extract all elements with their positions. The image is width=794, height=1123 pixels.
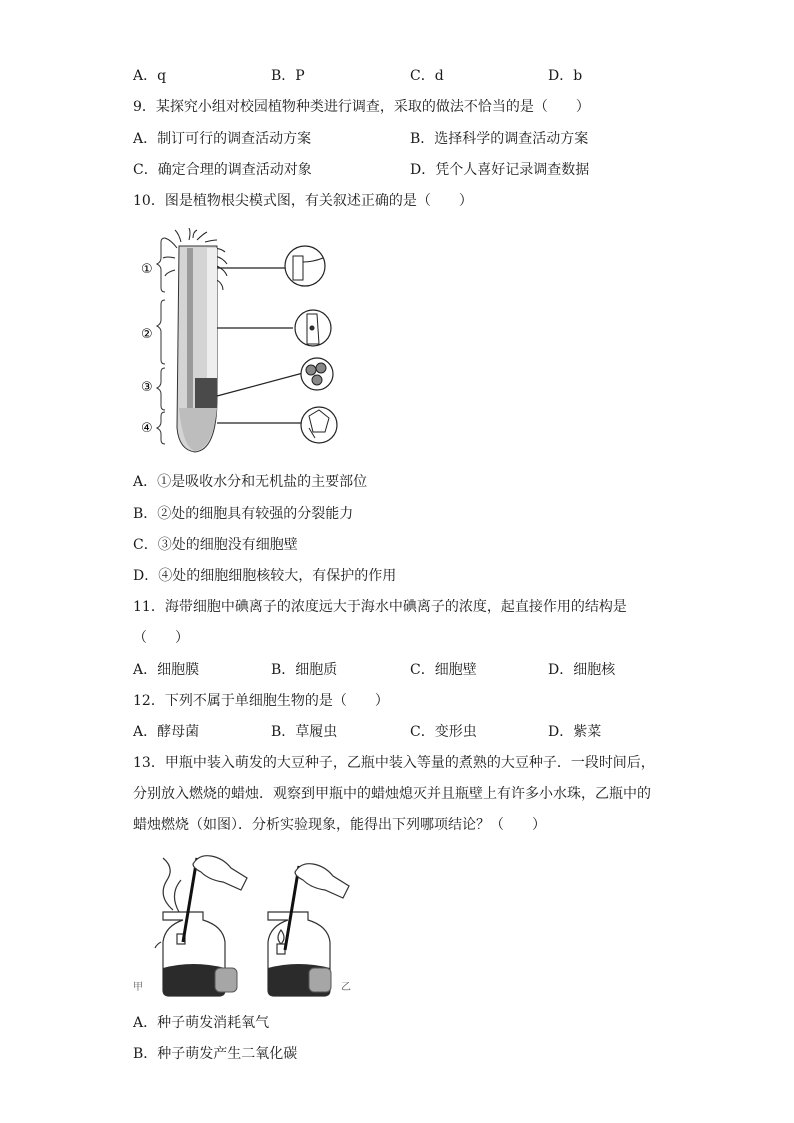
q8-option-b: B．P <box>271 68 305 84</box>
q8-option-d: D．b <box>548 68 583 84</box>
q10-option-d: D．④处的细胞细胞核较大，有保护的作用 <box>133 568 397 584</box>
fig-label-3: ③ <box>141 380 153 395</box>
q12-stem: 12．下列不属于单细胞生物的是（ ） <box>133 693 389 709</box>
q13-stem-line2: 分别放入燃烧的蜡烛．观察到甲瓶中的蜡烛熄灭并且瓶壁上有许多小水珠，乙瓶中的 <box>133 786 651 802</box>
q11-option-b: B．细胞质 <box>271 662 338 678</box>
fig-label-yi: 乙 <box>341 982 351 993</box>
fig-label-2: ② <box>141 327 153 342</box>
q9-option-c: C．确定合理的调查活动对象 <box>133 162 312 178</box>
q11-option-c: C．细胞壁 <box>410 662 477 678</box>
q13-option-a: A．种子萌发消耗氧气 <box>133 1015 270 1031</box>
q11-option-a: A．细胞膜 <box>133 662 200 678</box>
q8-option-c: C．d <box>410 68 444 84</box>
q9-stem: 9．某探究小组对校园植物种类进行调查，采取的做法不恰当的是（ ） <box>133 99 590 115</box>
q12-option-c: C．变形虫 <box>410 724 477 740</box>
q9-option-a: A．制订可行的调查活动方案 <box>133 131 312 147</box>
root-tip-figure <box>133 228 348 453</box>
q11-option-d: D．细胞核 <box>548 662 616 678</box>
q12-option-b: B．草履虫 <box>271 724 338 740</box>
q11-stem-line2: （ ） <box>133 630 189 646</box>
fig-label-4: ④ <box>141 421 153 436</box>
q11-stem-line1: 11．海带细胞中碘离子的浓度远大于海水中碘离子的浓度，起直接作用的结构是 <box>133 599 627 615</box>
q10-option-b: B．②处的细胞具有较强的分裂能力 <box>133 506 354 522</box>
q9-option-d: D．凭个人喜好记录调查数据 <box>410 162 590 178</box>
q10-option-c: C．③处的细胞没有细胞壁 <box>133 537 298 553</box>
q13-stem-line1: 13．甲瓶中装入萌发的大豆种子，乙瓶中装入等量的煮熟的大豆种子．一段时间后， <box>133 755 655 771</box>
q13-option-b: B．种子萌发产生二氧化碳 <box>133 1046 298 1062</box>
q12-option-d: D．紫菜 <box>548 724 602 740</box>
jar-experiment-figure <box>133 850 358 1000</box>
q10-option-a: A．①是吸收水分和无机盐的主要部位 <box>133 474 368 490</box>
q8-option-a: A．q <box>133 68 167 84</box>
q10-stem: 10．图是植物根尖模式图，有关叙述正确的是（ ） <box>133 193 473 209</box>
q9-option-b: B．选择科学的调查活动方案 <box>410 131 589 147</box>
fig-label-1: ① <box>141 262 153 277</box>
q12-option-a: A．酵母菌 <box>133 724 200 740</box>
fig-label-jia: 甲 <box>133 982 143 993</box>
q13-stem-line3: 蜡烛燃烧（如图）．分析实验现象，能得出下列哪项结论？（ ） <box>133 817 546 833</box>
